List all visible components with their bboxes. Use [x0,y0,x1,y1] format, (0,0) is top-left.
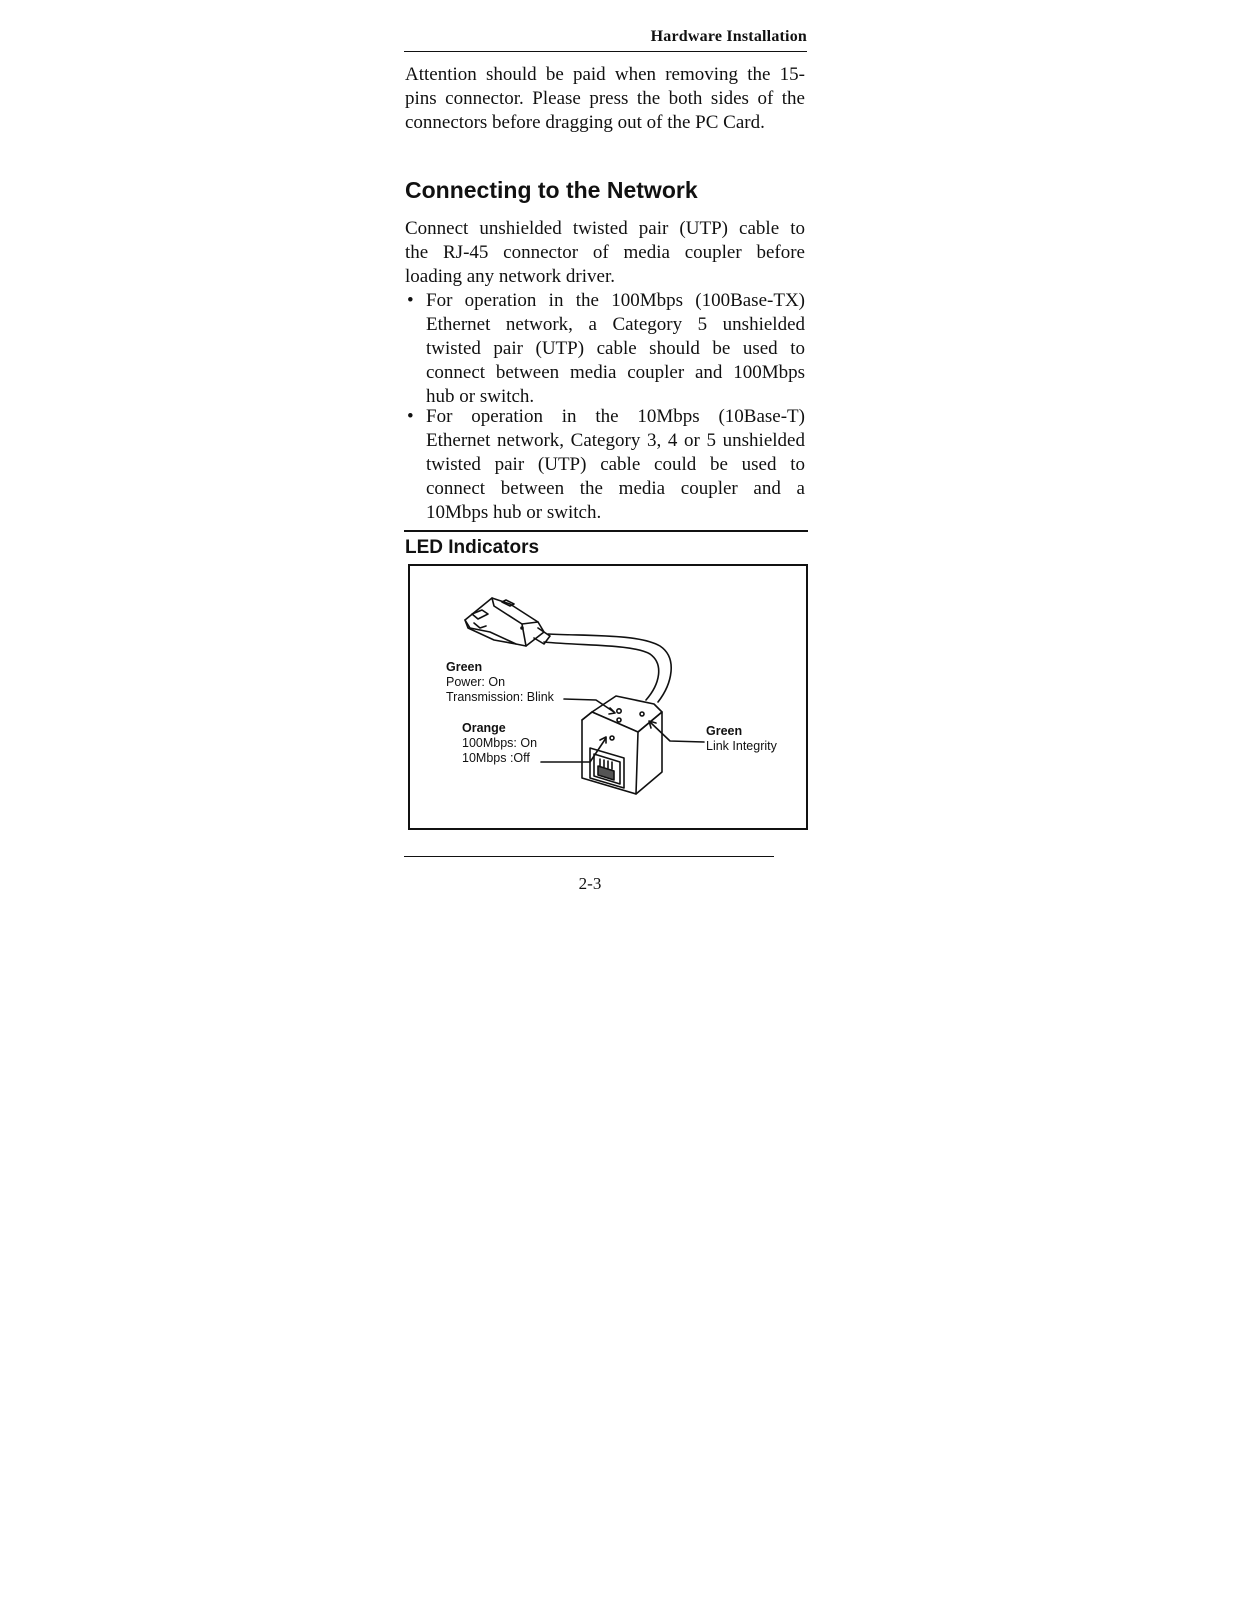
label-10mbps-off: 10Mbps :Off [462,751,530,765]
label-green-link-heading: Green [706,724,743,738]
bullet-line: connect between media coupler and 100Mbps [426,362,805,383]
bullet-line: twisted pair (UTP) cable could be used to [426,454,805,475]
bullet-line: hub or switch. [426,386,535,407]
header-rule [404,51,807,52]
intro-line: loading any network driver. [405,266,616,287]
intro-line: Connect unshielded twisted pair (UTP) cable to [405,218,805,239]
label-power-on: Power: On [446,675,506,689]
label-green-power-heading: Green [446,660,483,674]
label-100mbps-on: 100Mbps: On [462,736,538,750]
footer-rule [404,856,774,857]
led-section-rule [404,530,808,532]
attention-line: connectors before dragging out of the PC Card. [405,112,765,133]
intro-paragraph [405,217,805,289]
section-title: Connecting to the Network [405,177,698,203]
bullet-dot: • [407,290,414,311]
intro-line: the RJ-45 connector of media coupler before [405,242,805,263]
attention-paragraph [405,63,805,135]
bullet-line: For operation in the 100Mbps (100Base-TX) [426,290,805,311]
running-header: Hardware Installation [650,28,807,45]
bullet-line: twisted pair (UTP) cable should be used to [426,338,805,359]
bullet-line: For operation in the 10Mbps (10Base-T) [426,406,805,427]
led-section-title: LED Indicators [405,537,540,558]
attention-line: Attention should be paid when removing the 15- [405,64,805,85]
label-link-integrity: Link Integrity [706,739,777,753]
bullet-dot: • [407,406,414,427]
attention-line: pins connector. Please press the both sides of the [405,88,805,109]
page-number: 2-3 [578,874,602,893]
label-orange-heading: Orange [462,721,506,735]
label-transmission-blink: Transmission: Blink [446,690,554,704]
bullet-line: 10Mbps hub or switch. [426,502,602,523]
bullet-line: Ethernet network, Category 3, 4 or 5 unshielded [426,430,805,451]
led-figure [408,564,808,830]
bullet-line: Ethernet network, a Category 5 unshielded [426,314,805,335]
bullet-line: connect between the media coupler and a [426,478,805,499]
